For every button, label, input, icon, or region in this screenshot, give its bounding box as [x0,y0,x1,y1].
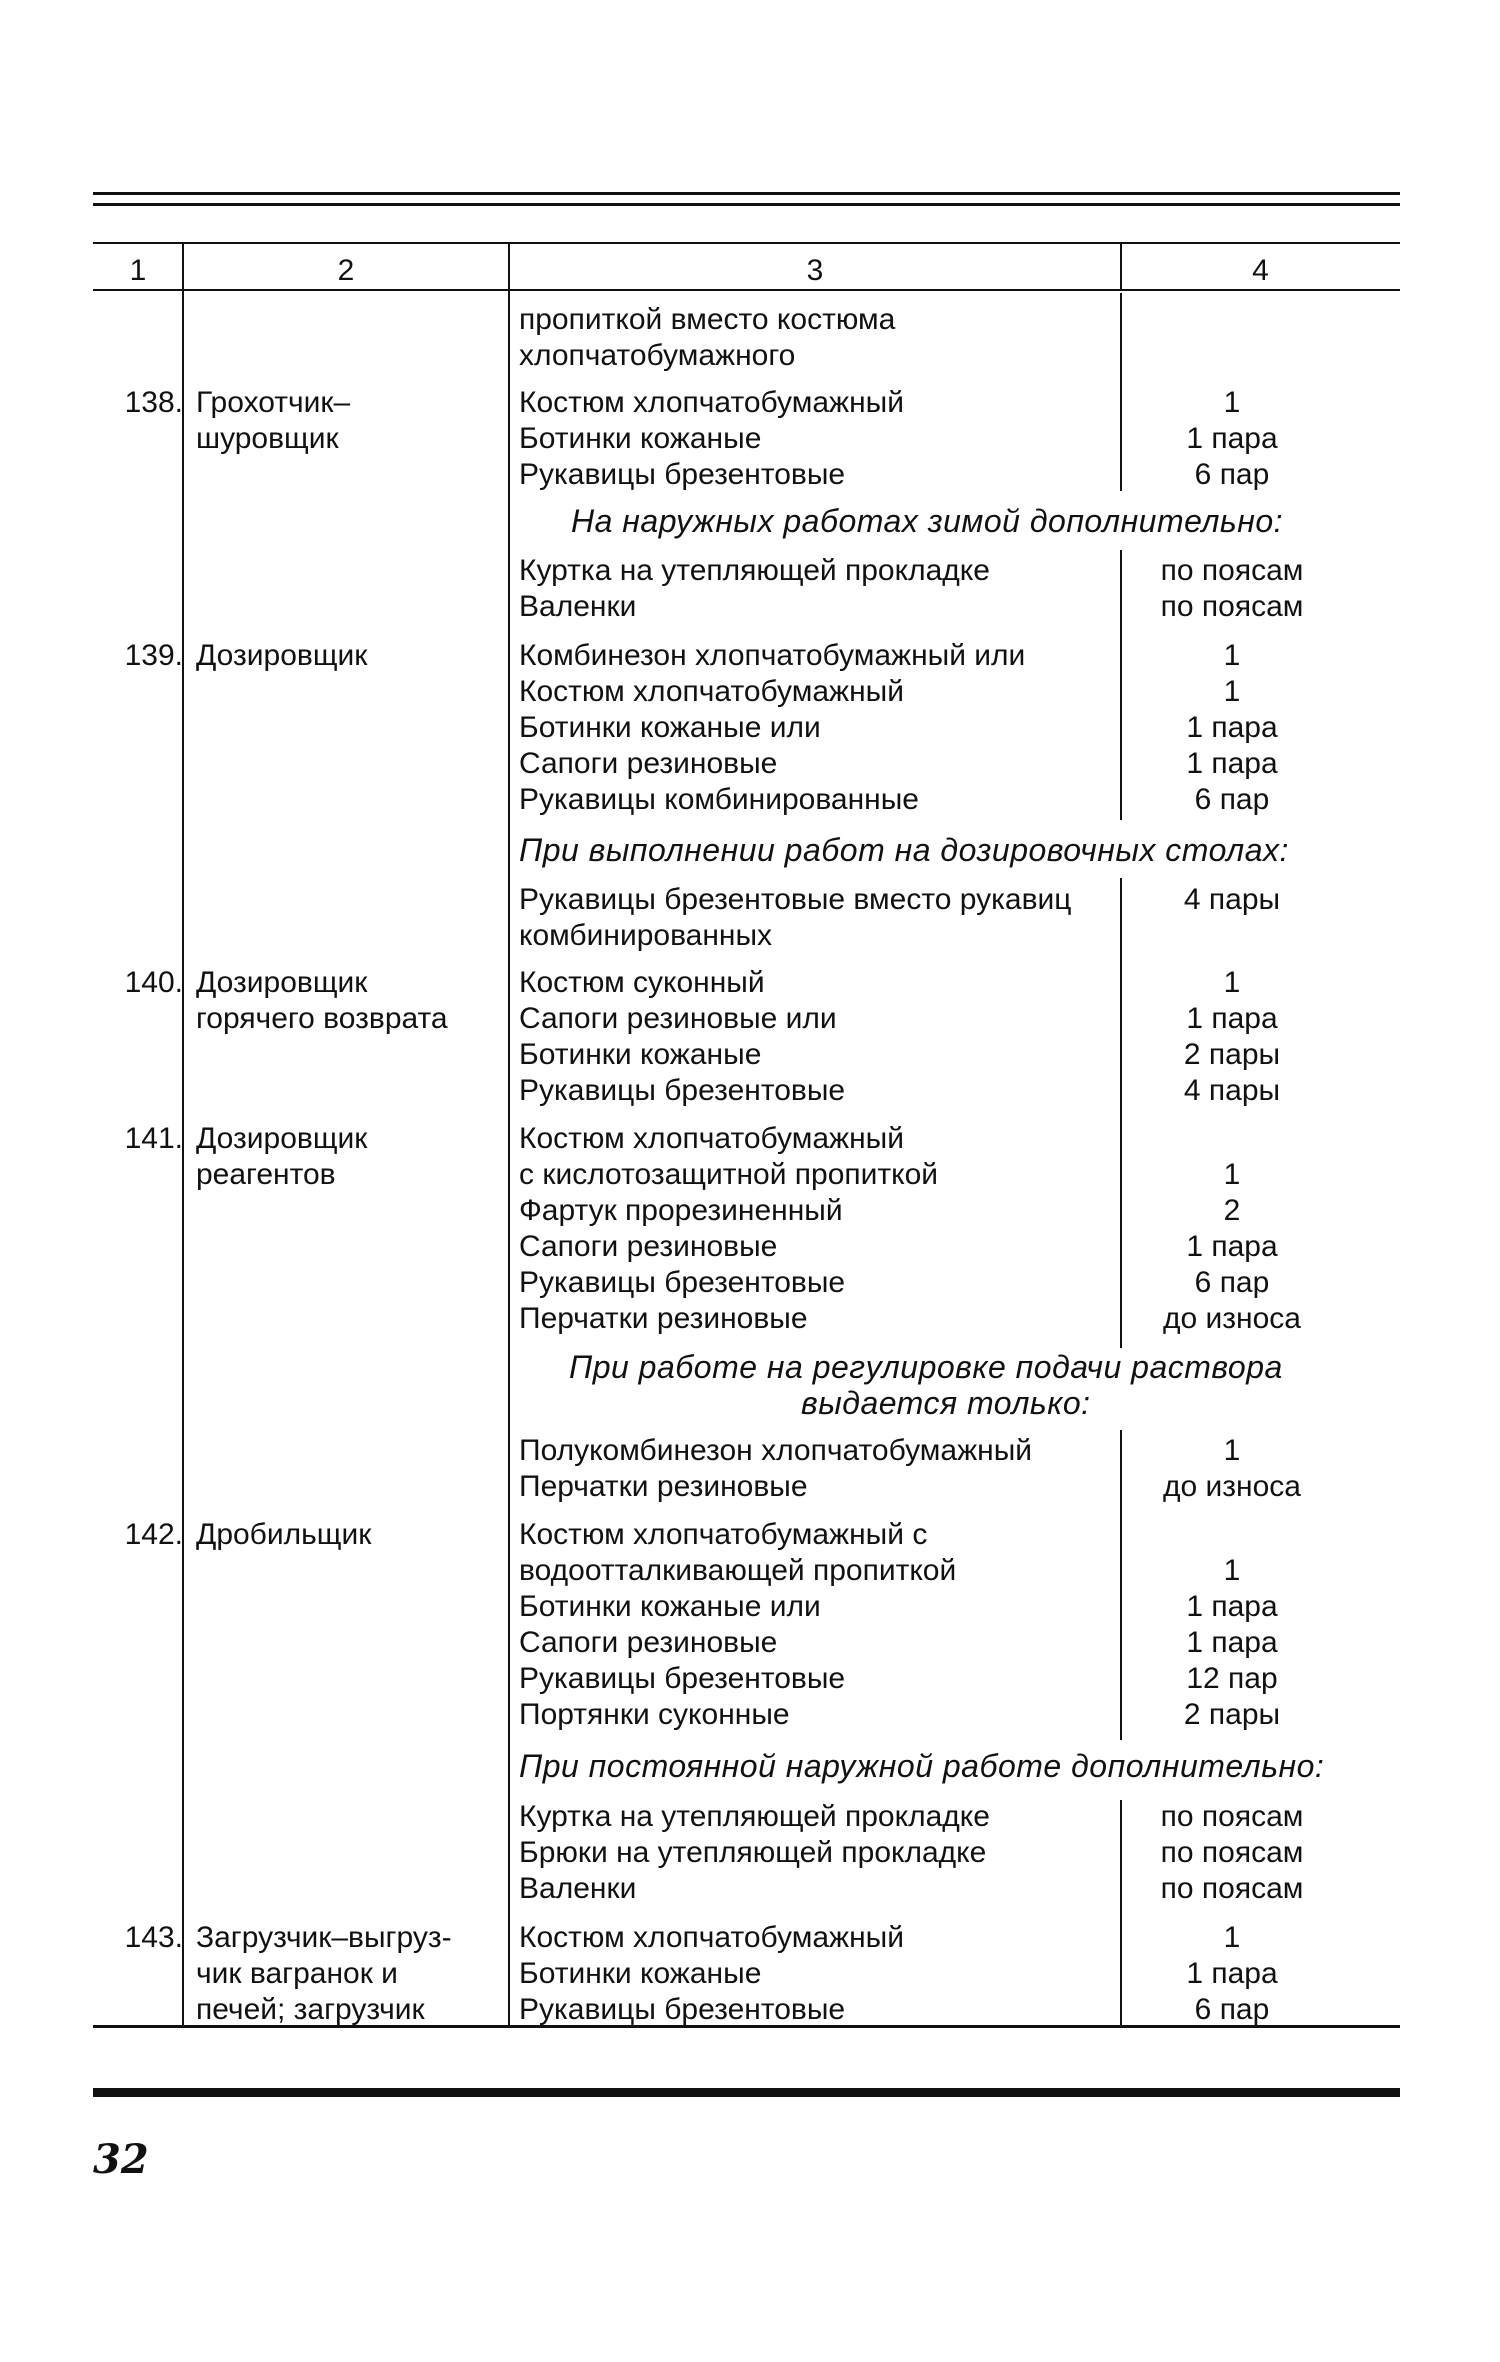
ppe-item: Сапоги резиновые или [519,1002,837,1035]
ppe-quantity: 1 пара [1186,747,1278,780]
ppe-quantity: по поясам [1160,1836,1304,1869]
entry-number-138: 138. [124,386,183,419]
profession-name-line: Грохотчик– [196,386,351,419]
footer-rule [93,2088,1400,2097]
ppe-item: Ботинки кожаные [519,1038,762,1071]
column-header-3: 3 [806,254,824,287]
profession-name-line: шуровщик [196,422,339,455]
entry-number-140: 140. [124,966,183,999]
ppe-item: Фартук прорезиненный [519,1194,843,1227]
ppe-item: Полукомбинезон хлопчатобумажный [519,1434,1033,1467]
ppe-item: Перчатки резиновые [519,1302,808,1335]
ppe-item: с кислотозащитной пропиткой [519,1158,939,1191]
ppe-quantity: по поясам [1160,554,1304,587]
ppe-item: Рукавицы комбинированные [519,783,919,816]
ppe-item: Куртка на утепляющей прокладке [519,1800,990,1833]
ppe-item: Ботинки кожаные [519,1957,762,1990]
ppe-quantity: 1 [1223,386,1241,419]
ppe-item: водоотталкивающей пропиткой [519,1554,957,1587]
entry-number-139: 139. [124,639,183,672]
ppe-item: Ботинки кожаные [519,422,762,455]
continuation-line-1: пропиткой вместо костюма [519,303,896,336]
ppe-quantity: 6 пар [1194,458,1270,491]
ppe-quantity: 1 пара [1186,711,1278,744]
entry-number-142: 142. [124,1518,183,1551]
condition-note: На наружных работах зимой дополнительно: [571,503,1284,539]
ppe-quantity: 12 пар [1186,1662,1278,1695]
ppe-quantity: 6 пар [1194,783,1270,816]
ppe-quantity: 1 [1223,966,1241,999]
ppe-quantity: до износа [1163,1302,1301,1335]
ppe-quantity: 2 пары [1183,1038,1281,1071]
column-header-2: 2 [337,254,355,287]
ppe-item: Костюм хлопчатобумажный [519,386,904,419]
column-header-1: 1 [129,254,147,287]
profession-name-line: Дозировщик [196,966,368,999]
ppe-quantity: 2 пары [1183,1698,1281,1731]
ppe-item: Рукавицы брезентовые [519,1993,846,2026]
profession-name-line: горячего возврата [196,1002,448,1035]
ppe-quantity: 1 [1223,1434,1241,1467]
ppe-item: Комбинезон хлопчатобумажный или [519,639,1026,672]
profession-name-line: реагентов [196,1158,336,1191]
ppe-item: Сапоги резиновые [519,747,778,780]
ppe-item: Ботинки кожаные или [519,711,821,744]
table-body [93,0,1400,2030]
ppe-item: Куртка на утепляющей прокладке [519,554,990,587]
ppe-quantity: 1 [1223,1921,1241,1954]
profession-name-line: Загрузчик–выгруз- [196,1921,452,1954]
ppe-quantity: 4 пары [1183,883,1281,916]
ppe-item: Рукавицы брезентовые [519,1266,846,1299]
ppe-item: Ботинки кожаные или [519,1590,821,1623]
ppe-quantity: по поясам [1160,1800,1304,1833]
page-number: 32 [93,2136,149,2183]
ppe-quantity: 1 пара [1186,422,1278,455]
ppe-item: Рукавицы брезентовые вместо рукавиц [519,883,1072,916]
ppe-item: комбинированных [519,919,773,952]
ppe-quantity: 1 [1223,1554,1241,1587]
ppe-quantity: 1 [1223,675,1241,708]
profession-name-line: чик вагранок и [196,1957,398,1990]
ppe-quantity: 1 пара [1186,1626,1278,1659]
ppe-item: Рукавицы брезентовые [519,458,846,491]
ppe-item: Костюм хлопчатобумажный [519,675,904,708]
ppe-quantity: 1 пара [1186,1590,1278,1623]
ppe-quantity: 1 пара [1186,1957,1278,1990]
profession-name-line: Дозировщик [196,1122,368,1155]
condition-note: При выполнении работ на дозировочных столах: [519,832,1289,868]
ppe-item: Брюки на утепляющей прокладке [519,1836,987,1869]
ppe-quantity: 2 [1223,1194,1241,1227]
ppe-quantity: 1 [1223,639,1241,672]
continuation-line-2: хлопчатобумажного [519,339,796,372]
ppe-quantity: 4 пары [1183,1074,1281,1107]
condition-note: При работе на регулировке подачи раствора [569,1349,1283,1385]
ppe-quantity: до износа [1163,1470,1301,1503]
ppe-item: Рукавицы брезентовые [519,1662,846,1695]
ppe-quantity: 1 пара [1186,1230,1278,1263]
profession-name-line: печей; загрузчик [196,1993,425,2026]
ppe-item: Портянки суконные [519,1698,790,1731]
condition-note: При постоянной наружной работе дополнительно: [519,1748,1325,1784]
ppe-item: Валенки [519,590,637,623]
ppe-item: Перчатки резиновые [519,1470,808,1503]
ppe-quantity: по поясам [1160,1872,1304,1905]
entry-number-143: 143. [124,1921,183,1954]
ppe-item: Костюм хлопчатобумажный [519,1921,904,1954]
ppe-item: Сапоги резиновые [519,1230,778,1263]
ppe-item: Костюм хлопчатобумажный с [519,1518,928,1551]
ppe-item: Рукавицы брезентовые [519,1074,846,1107]
ppe-quantity: по поясам [1160,590,1304,623]
condition-note: выдается только: [801,1385,1091,1421]
ppe-quantity: 1 [1223,1158,1241,1191]
ppe-quantity: 6 пар [1194,1993,1270,2026]
ppe-quantity: 6 пар [1194,1266,1270,1299]
ppe-item: Сапоги резиновые [519,1626,778,1659]
ppe-quantity: 1 пара [1186,1002,1278,1035]
column-header-4: 4 [1252,254,1269,287]
profession-name-line: Дробильщик [196,1518,372,1551]
ppe-item: Костюм хлопчатобумажный [519,1122,904,1155]
ppe-item: Костюм суконный [519,966,765,999]
entry-number-141: 141. [124,1122,183,1155]
ppe-item: Валенки [519,1872,637,1905]
profession-name-line: Дозировщик [196,639,368,672]
